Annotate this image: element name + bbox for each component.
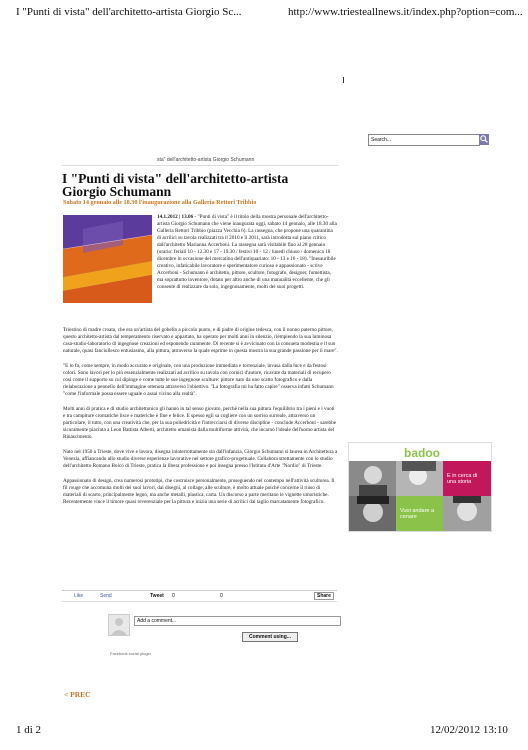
social-share-bar xyxy=(62,590,337,602)
ad-photo-1 xyxy=(349,461,396,496)
search-input[interactable]: Search... xyxy=(368,134,480,146)
user-icon xyxy=(109,615,129,635)
comment-using-button[interactable]: Comment using... xyxy=(242,632,298,642)
article-paragraph-5: Nato nel 1950 a Trieste, dove vive e lavora, disegna ininterrottamente sin dall'infanzia, Giorgio Schumann si laurea in Architettura a Venezia, affiancando allo studio diverse esperienze lavorative nel settore grafico-progettuale. Collabora strettamente con lo studio dell'architetto Romano Boico di Trieste, pratica la libera professione e poi insegna presso l'Istituto d'Arte "Nordio" di Trieste. xyxy=(63,449,338,469)
breadcrumb: sta" dell'architetto-artista Giorgio Schumann xyxy=(157,157,255,163)
badoo-ad[interactable] xyxy=(348,442,492,532)
like-count: 0 xyxy=(220,593,223,599)
divider xyxy=(62,165,338,166)
article-subtitle: Sabato 14 gennaio alle 18.30 l'inaugurazione alla Galleria Rettori Tribbio xyxy=(63,199,257,206)
page-url: http://www.triesteallnews.it/index.php?option=com... xyxy=(288,6,523,18)
search-icon xyxy=(480,135,488,143)
ad-text-1: E in cerca di una storia xyxy=(447,473,478,485)
avatar xyxy=(108,614,130,636)
article-paragraph-4: Molti anni di pratica e di studio architettonico gli hanno in tal senso giovato, perché nella sua pittura l'equilibrio tra i pieni e i vuoti e tra campiture cromatiche lisce e materiche è fine e felice. E spesso egli sa cogliere con un sorriso surreale, attraverso un particolare, il tutto, con una creatività che, per la sua poliedricità e l'intrecciarsi di diverse discipline - conclude Accerboni - sarebbe sicuramente piaciuta a Leon Battista Alberti, architetto umanista dalla multiforme attività, che incarnò l'ideale dell'uomo artista del Rinascimento. xyxy=(63,406,337,440)
facebook-plugin-label: Facebook social plugin xyxy=(110,651,151,656)
ad-photo-2 xyxy=(396,461,443,496)
article-title: I "Punti di vista" dell'architetto-artista Giorgio Schumann xyxy=(62,171,289,199)
article-paragraph-1: - "Punti di vista" è il titolo della mostra personale dell'architetto-artista Giorgio Schumann che viene inaugurata oggi, sabato 14 gennaio, alle 18.30 alla Galleria Rettori Tribbio (piazza Vecchia 6). La rassegna, che propone una quarantina di acrilici su tavola realizzati tra il 2010 e il 2011, sarà introdotta sul piano critico dall'architetto Marianna Accerboni. La rassegna sarà visitabile fino al 28 gennaio (orario: feriali 10 - 12.30 e 17 - 19.30 / festivi 10 - 12 / lunedì chiuso / domenica 18 dicembre in occasione del mercatino dell'antiquariato: 10 - 13 e 16 - 18). "Inesauribile creativo, infaticabile lavoratore e sperimentatore curioso e appassionato - scrive Accerboni - Schumann è architetto, pittore, scultore, fotografo, designer, fumettista, ma soprattutto inventore, dotato per altro anche di una manualità eccellente, che gli consente di realizzare da solo, ingegnosamente, molti dei suoi progetti. xyxy=(157,214,337,290)
ad-brand-logo: badoo xyxy=(404,446,440,460)
article-photo xyxy=(63,215,152,303)
divider-mark xyxy=(343,77,344,83)
article-date: 14.1.2012 | 13.06 xyxy=(157,214,194,220)
send-button[interactable]: Send xyxy=(100,593,112,599)
like-button[interactable]: Like xyxy=(74,593,84,599)
article-paragraph-2: Triestino di madre croata, che era un'artista del gobelin a piccolo punto, e di padre di origine tedesca, con il nonno paterno pittore, questo architetto-artista dal temperamento riservato e appartato, ha operato per molti anni in silenzio, riempiendo la sua luminosa casa-studio-laboratorio di ingegnose creazioni ed esponendo raramente. Di recente si è avvicinato con la consueta modestia e il suo naturale, quasi fanciullesco entusiasmo, alla pittura, attraverso la quale esprime in questa mostra la sua grande passione per il mare". xyxy=(63,327,338,354)
article-paragraph-6: Appassionato di design, crea numerosi prototipi, che costruisce personalmente, proseguendo nel contempo nell'attività scultorea. Il fil rouge che accomuna molti dei suoi lavori, dai disegni, al collage, alle sculture, è molto attuale poiché concerne il riuso di materiali di scarto, principalmente legno, ma anche metalli, plastica, carta. Un discorso a parte meritano le vignette umoristiche. Recentemente vince il timore quasi reverenziale per la pittura e inizia una serie di acrilici dal taglio marcatamente fotografico. xyxy=(63,478,335,505)
prev-link[interactable]: < PREC xyxy=(64,690,91,699)
share-button[interactable]: Share xyxy=(314,592,334,600)
ad-tile-green xyxy=(396,496,443,531)
ad-text-2: Vuoi andare a cenare xyxy=(400,508,435,520)
tweet-count: 0 xyxy=(172,593,175,599)
article-lead xyxy=(157,214,338,291)
article-paragraph-3: "E lo fa, come sempre, in modo accurato e originale, con una produzione immediata e torrenziale, invasa dalla luce e da festosi colori. Sono lavori per lo più essenzialmente realizzati ad acrilico su tavola con cornici d'autore, ricavate da materiali di recupero così come il supporto su cui dipinge e come tutte le sue ingegnose sculture: pittore nato da uno scatto fotografico e dalla rielaborazione a pennello dell'immagine ottenuta attraverso l'obiettivo. "La fotografia mi ha fatto capire" osserva infatti Schumann "come l'informale possa essere uguale o assai vicino alla realtà". xyxy=(63,363,334,397)
ad-tile-pink xyxy=(443,461,491,496)
article-body xyxy=(63,327,338,509)
ad-photo-3 xyxy=(349,496,396,531)
tweet-button[interactable]: Tweet xyxy=(150,593,164,599)
ad-photo-4 xyxy=(443,496,491,531)
search-button[interactable] xyxy=(479,134,489,145)
print-datetime: 12/02/2012 13:10 xyxy=(430,724,508,736)
page-counter: 1 di 2 xyxy=(16,724,42,736)
comment-input[interactable]: Add a comment... xyxy=(134,616,341,626)
page-title: I "Punti di vista" dell'architetto-artista Giorgio Sc... xyxy=(16,6,242,18)
